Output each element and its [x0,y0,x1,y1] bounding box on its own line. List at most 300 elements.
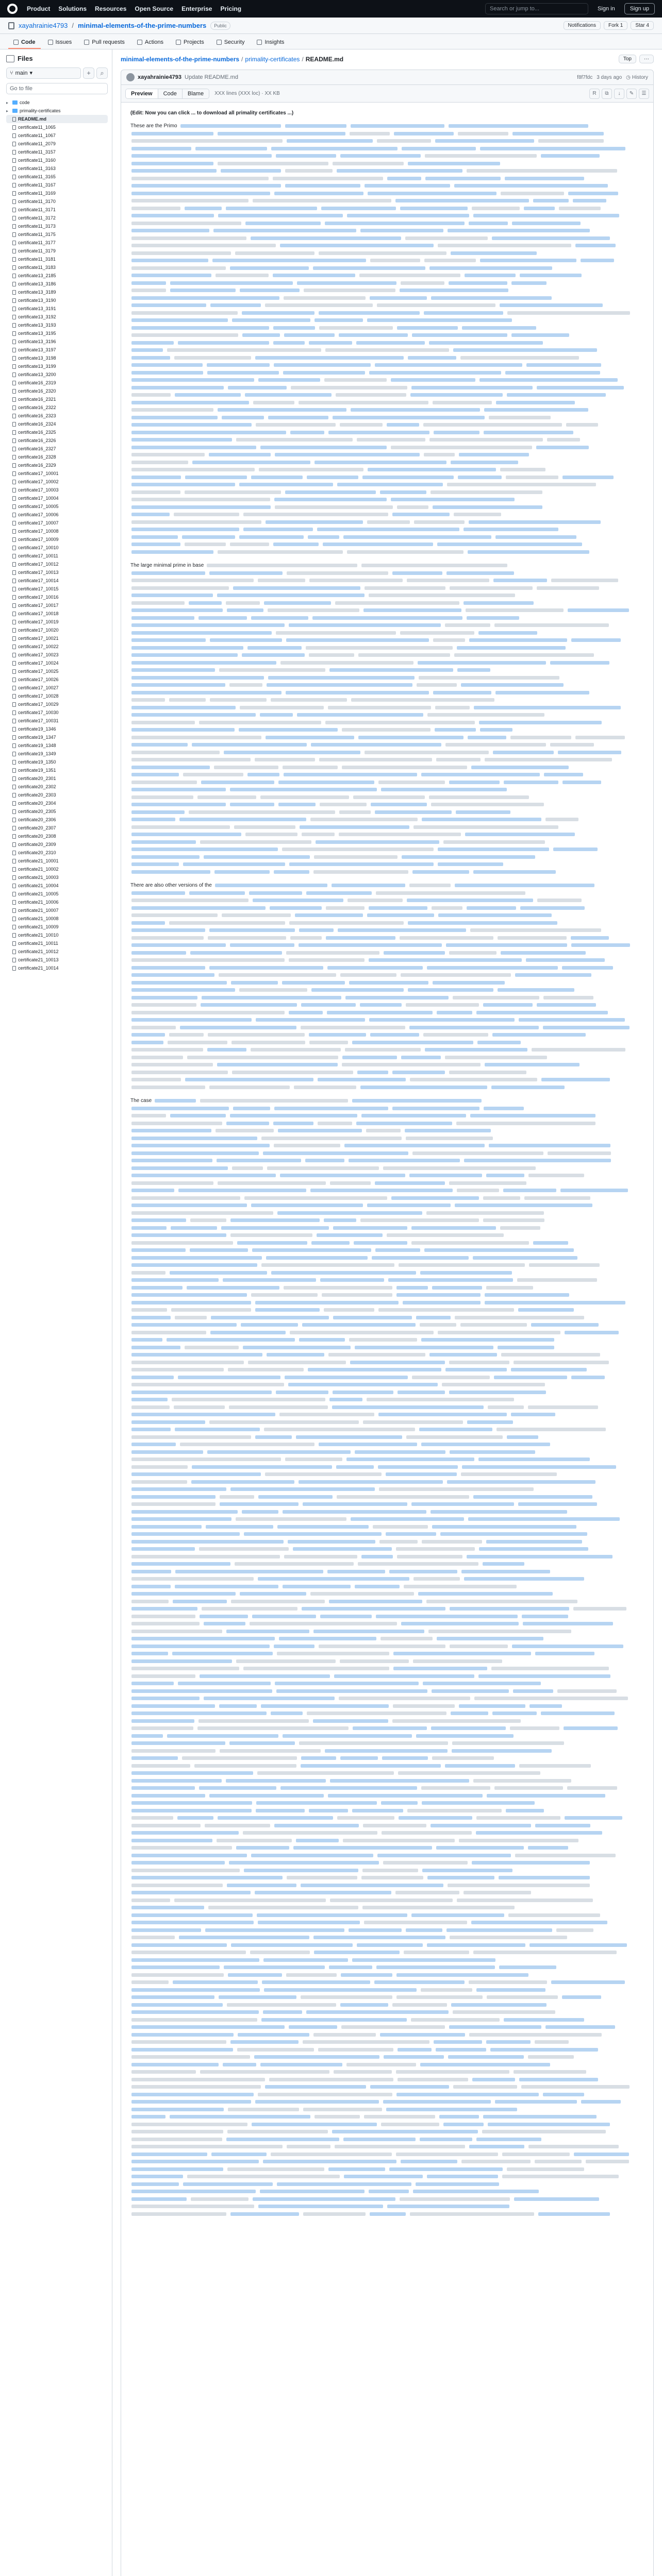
readme-link[interactable] [368,468,496,471]
readme-link[interactable] [131,154,272,158]
readme-link[interactable] [477,1041,521,1044]
readme-link[interactable] [342,1056,397,1059]
readme-link[interactable] [131,2033,234,2037]
readme-link[interactable] [268,676,415,680]
readme-link[interactable] [211,1316,329,1319]
readme-link[interactable] [131,1719,194,1723]
readme-link[interactable] [262,1980,370,1984]
readme-link[interactable] [178,341,269,345]
tree-file[interactable] [6,412,108,420]
readme-link[interactable] [228,1973,282,1977]
readme-link[interactable] [210,1331,286,1334]
tree-file[interactable] [6,552,108,560]
readme-link[interactable] [365,184,450,188]
readme-link[interactable] [408,921,557,925]
readme-link[interactable] [462,326,536,330]
readme-link[interactable] [306,891,372,895]
readme-link[interactable] [131,2063,219,2066]
readme-link[interactable] [277,1211,422,1215]
readme-link[interactable] [493,579,547,582]
readme-link[interactable] [274,498,387,501]
github-logo-icon[interactable] [7,4,18,14]
tree-file[interactable] [6,651,108,659]
readme-link[interactable] [422,1801,535,1805]
readme-link[interactable] [473,214,619,217]
readme-link[interactable] [268,416,328,419]
tree-file[interactable] [6,469,108,478]
readme-link[interactable] [350,1361,445,1364]
readme-link[interactable] [392,1071,445,1074]
readme-link[interactable] [387,177,421,180]
readme-link[interactable] [526,958,605,962]
readme-link[interactable] [446,943,567,947]
readme-link[interactable] [131,423,252,427]
readme-link[interactable] [448,2055,524,2059]
readme-link[interactable] [131,1540,284,1544]
readme-link[interactable] [286,638,429,642]
tree-file[interactable] [6,478,108,486]
readme-link[interactable] [229,1741,295,1745]
readme-link[interactable] [353,1726,427,1730]
readme-link[interactable] [279,1637,376,1640]
readme-link[interactable] [447,1480,595,1484]
tree-file[interactable] [6,750,108,758]
readme-link[interactable] [337,483,443,486]
readme-link[interactable] [320,1278,384,1282]
readme-link[interactable] [375,363,522,367]
readme-link[interactable] [349,981,428,985]
readme-link[interactable] [470,1114,595,1117]
readme-link[interactable] [131,951,186,955]
readme-link[interactable] [451,1711,488,1715]
readme-link[interactable] [185,1078,313,1081]
readme-link[interactable] [495,691,589,694]
readme-link[interactable] [355,1346,493,1349]
readme-link[interactable] [465,833,575,836]
readme-link[interactable] [464,1577,584,1581]
readme-link[interactable] [230,2040,299,2044]
readme-link[interactable] [131,728,235,732]
readme-link[interactable] [185,207,222,210]
readme-link[interactable] [131,1218,186,1222]
readme-link[interactable] [513,1689,553,1693]
readme-link[interactable] [551,1980,625,1984]
readme-link[interactable] [131,1443,176,1446]
tree-file[interactable] [6,964,108,972]
tree-file[interactable] [6,791,108,799]
readme-link[interactable] [230,788,377,791]
readme-link[interactable] [131,1346,180,1349]
readme-link[interactable] [440,1532,587,1536]
readme-link[interactable] [293,1846,432,1850]
tree-file[interactable] [6,288,108,296]
readme-link[interactable] [189,601,222,605]
tree-file[interactable] [6,115,108,123]
global-search-input[interactable]: Search or jump to... [485,3,588,14]
readme-link[interactable] [565,1816,622,1820]
readme-link[interactable] [131,1517,231,1521]
tree-file[interactable] [6,733,108,741]
readme-link[interactable] [332,1405,484,1409]
readme-link[interactable] [449,281,507,285]
readme-link[interactable] [340,154,421,158]
readme-link[interactable] [369,958,522,962]
readme-link[interactable] [492,1711,537,1715]
readme-link[interactable] [289,623,441,627]
readme-link[interactable] [421,1443,550,1446]
tree-file[interactable] [6,684,108,692]
readme-link[interactable] [437,543,582,546]
readme-link[interactable] [418,1592,553,1596]
readme-link[interactable] [384,951,445,955]
readme-link[interactable] [131,1831,239,1835]
readme-link[interactable] [131,371,203,375]
readme-link[interactable] [468,550,589,554]
readme-link[interactable] [204,1622,245,1625]
readme-link[interactable] [264,601,331,605]
tree-file[interactable] [6,865,108,873]
readme-link[interactable] [499,1876,590,1879]
readme-link[interactable] [328,431,429,434]
readme-link[interactable] [533,1241,568,1245]
tree-file[interactable] [6,906,108,914]
readme-link[interactable] [507,393,606,397]
readme-link[interactable] [131,2010,259,2014]
readme-link[interactable] [207,1450,351,1454]
readme-link[interactable] [131,1189,174,1192]
readme-link[interactable] [367,913,434,917]
readme-link[interactable] [505,177,584,180]
readme-link[interactable] [391,498,515,501]
readme-link[interactable] [260,446,387,449]
readme-link[interactable] [369,1018,515,1022]
readme-link[interactable] [185,476,247,479]
readme-link[interactable] [315,461,446,464]
readme-link[interactable] [131,1562,230,1566]
readme-link[interactable] [242,653,305,657]
readme-link[interactable] [434,2040,482,2044]
breadcrumb-repo-link[interactable]: minimal-elements-of-the-prime-numbers [121,55,240,63]
readme-link[interactable] [131,1033,165,1037]
readme-link[interactable] [289,862,434,866]
readme-link[interactable] [438,848,549,851]
tab-security[interactable] [211,39,250,49]
readme-link[interactable] [131,2093,254,2096]
readme-link[interactable] [524,207,555,210]
readme-link[interactable] [261,1704,389,1708]
tree-file[interactable] [6,247,108,255]
readme-link[interactable] [226,1122,269,1125]
readme-link[interactable] [202,996,341,999]
readme-link[interactable] [131,1166,228,1170]
readme-link[interactable] [189,891,245,895]
download-icon[interactable]: ↓ [614,89,624,99]
readme-link[interactable] [386,1472,457,1476]
readme-link[interactable] [485,1301,625,1304]
readme-link[interactable] [337,169,462,173]
readme-link[interactable] [450,1607,569,1611]
readme-link[interactable] [241,1323,298,1327]
readme-link[interactable] [319,311,420,315]
tree-file[interactable] [6,626,108,634]
readme-link[interactable] [167,1338,295,1342]
tree-file[interactable] [6,395,108,403]
readme-link[interactable] [256,1018,365,1022]
readme-link[interactable] [545,2025,615,2029]
readme-link[interactable] [266,520,363,524]
readme-link[interactable] [392,513,450,516]
tree-file[interactable] [6,420,108,428]
readme-link[interactable] [226,2138,339,2141]
readme-link[interactable] [320,1615,372,1618]
readme-link[interactable] [228,386,287,389]
readme-link[interactable] [520,906,585,910]
readme-link[interactable] [288,1383,438,1386]
readme-link[interactable] [131,1585,171,1588]
readme-link[interactable] [175,1585,278,1588]
readme-link[interactable] [131,1891,251,1894]
readme-link[interactable] [479,721,602,724]
readme-link[interactable] [229,1861,379,1865]
readme-link[interactable] [483,1562,524,1566]
tree-file[interactable] [6,882,108,890]
readme-link[interactable] [273,274,355,277]
readme-link[interactable] [296,1435,402,1439]
readme-link[interactable] [533,199,569,202]
readme-link[interactable] [382,1756,428,1760]
commit-hash[interactable]: f8f7fdc [577,74,593,80]
copy-icon[interactable]: ⧉ [602,89,612,99]
readme-link[interactable] [461,683,564,687]
readme-link[interactable] [131,1278,219,1282]
readme-link[interactable] [131,431,286,434]
readme-link[interactable] [332,2130,478,2133]
readme-link[interactable] [283,371,365,375]
readme-link[interactable] [432,1525,576,1529]
tree-file[interactable] [6,890,108,898]
readme-link[interactable] [514,2197,599,2201]
readme-link[interactable] [131,1928,201,1932]
readme-link[interactable] [340,2003,388,2007]
readme-link[interactable] [462,1465,616,1469]
repo-name-link[interactable]: minimal-elements-of-the-prime-numbers [78,22,207,29]
readme-link[interactable] [341,1973,392,1977]
sidebar-collapse-icon[interactable] [6,55,14,62]
readme-link[interactable] [131,1756,178,1760]
tree-file[interactable] [6,148,108,156]
readme-link[interactable] [131,1913,253,1917]
nav-pricing[interactable]: Pricing [220,5,242,12]
readme-link[interactable] [131,363,203,367]
tree-file[interactable] [6,535,108,544]
readme-link[interactable] [422,1869,512,1872]
readme-link[interactable] [266,736,354,739]
readme-link[interactable] [420,2063,550,2066]
tree-file[interactable] [6,337,108,346]
readme-link[interactable] [491,1086,565,1089]
readme-link[interactable] [131,326,269,330]
readme-link[interactable] [170,281,293,285]
readme-link[interactable] [131,1376,174,1379]
readme-link[interactable] [265,2085,366,2089]
readme-link[interactable] [226,1630,309,1633]
tree-file[interactable] [6,692,108,700]
readme-link[interactable] [280,244,434,247]
readme-link[interactable] [273,326,315,330]
readme-link[interactable] [214,870,270,874]
readme-link[interactable] [450,1450,535,1454]
readme-link[interactable] [170,1271,267,1275]
tree-file[interactable] [6,898,108,906]
tree-file[interactable] [6,214,108,222]
readme-link[interactable] [494,1376,567,1379]
readme-link[interactable] [131,943,226,947]
readme-link[interactable] [276,154,336,158]
readme-link[interactable] [327,1570,385,1573]
readme-link[interactable] [256,1801,377,1805]
readme-link[interactable] [131,996,197,999]
readme-link[interactable] [392,1107,479,1110]
readme-link[interactable] [295,913,363,917]
readme-link[interactable] [498,988,574,992]
readme-link[interactable] [274,363,371,367]
readme-link[interactable] [328,2167,385,2171]
readme-link[interactable] [131,348,163,352]
readme-link[interactable] [253,2197,395,2201]
tab-insights[interactable] [252,39,289,49]
readme-link[interactable] [392,571,442,575]
readme-link[interactable] [416,2182,499,2186]
readme-link[interactable] [319,1443,417,1446]
readme-link[interactable] [258,378,320,382]
readme-link[interactable] [255,356,404,360]
readme-link[interactable] [531,1323,599,1327]
readme-link[interactable] [215,884,327,887]
readme-link[interactable] [131,1174,276,1177]
readme-link[interactable] [217,594,365,597]
readme-link[interactable] [349,1159,460,1162]
readme-link[interactable] [389,2167,503,2171]
tab-actions[interactable] [132,39,169,49]
tree-file[interactable] [6,849,108,857]
readme-link[interactable] [131,803,226,806]
readme-link[interactable] [244,1532,382,1536]
readme-link[interactable] [473,1256,577,1260]
readme-link[interactable] [167,1734,278,1738]
tree-file[interactable] [6,370,108,379]
tree-file[interactable] [6,239,108,247]
readme-link[interactable] [395,199,529,202]
readme-link[interactable] [274,1824,359,1827]
readme-link[interactable] [131,483,235,486]
readme-link[interactable] [360,1003,402,1007]
tree-file[interactable] [6,642,108,651]
readme-link[interactable] [372,1256,469,1260]
readme-link[interactable] [131,162,213,165]
readme-link[interactable] [131,2182,179,2186]
readme-link[interactable] [131,713,256,717]
readme-link[interactable] [209,571,283,575]
readme-link[interactable] [131,818,175,821]
readme-link[interactable] [177,1816,213,1820]
readme-link[interactable] [408,988,493,992]
readme-link[interactable] [131,214,214,217]
readme-link[interactable] [258,1577,409,1581]
readme-link[interactable] [278,803,316,806]
readme-link[interactable] [409,1026,539,1029]
readme-link[interactable] [251,236,401,240]
readme-link[interactable] [299,943,442,947]
readme-link[interactable] [419,1428,492,1431]
readme-link[interactable] [478,631,537,635]
readme-link[interactable] [247,773,279,776]
readme-link[interactable] [336,1465,374,1469]
tree-file[interactable] [6,741,108,750]
readme-link[interactable] [222,416,264,419]
readme-link[interactable] [207,1048,246,1052]
readme-link[interactable] [401,2160,457,2163]
readme-link[interactable] [384,2055,444,2059]
readme-link[interactable] [367,1204,451,1207]
readme-link[interactable] [131,862,179,866]
readme-link[interactable] [464,1159,611,1162]
readme-link[interactable] [568,192,618,195]
readme-link[interactable] [438,913,552,917]
readme-link[interactable] [429,341,543,345]
readme-link[interactable] [480,728,512,732]
readme-link[interactable] [370,2212,406,2216]
readme-link[interactable] [387,423,419,427]
readme-link[interactable] [408,356,456,360]
tree-file[interactable] [6,931,108,939]
readme-link[interactable] [467,1420,513,1424]
readme-link[interactable] [495,535,576,539]
tree-file[interactable] [6,601,108,609]
readme-link[interactable] [212,259,366,262]
readme-link[interactable] [541,154,600,158]
readme-link[interactable] [360,1086,487,1089]
readme-link[interactable] [131,1293,247,1297]
readme-link[interactable] [231,1943,353,1947]
readme-link[interactable] [263,1958,348,1962]
tree-file[interactable] [6,230,108,239]
readme-link[interactable] [131,1637,275,1640]
readme-link[interactable] [407,899,533,902]
readme-link[interactable] [451,461,518,464]
readme-link[interactable] [370,1033,419,1037]
readme-link[interactable] [528,1846,568,1850]
readme-link[interactable] [469,638,567,642]
readme-link[interactable] [251,476,303,479]
readme-link[interactable] [391,378,475,382]
readme-link[interactable] [459,453,529,456]
readme-link[interactable] [467,906,516,910]
tree-file[interactable] [6,939,108,947]
readme-link[interactable] [131,550,213,554]
readme-link[interactable] [131,2197,187,2201]
readme-link[interactable] [541,1078,610,1081]
readme-link[interactable] [131,1248,186,1252]
readme-link[interactable] [210,303,261,307]
readme-link[interactable] [476,1831,602,1835]
readme-link[interactable] [131,810,185,814]
readme-link[interactable] [227,608,263,612]
sign-in-link[interactable]: Sign in [598,6,615,12]
readme-link[interactable] [347,214,469,217]
tree-file[interactable] [6,659,108,667]
commit-author[interactable]: xayahrainie4793 [138,74,182,80]
readme-link[interactable] [436,2048,486,2052]
